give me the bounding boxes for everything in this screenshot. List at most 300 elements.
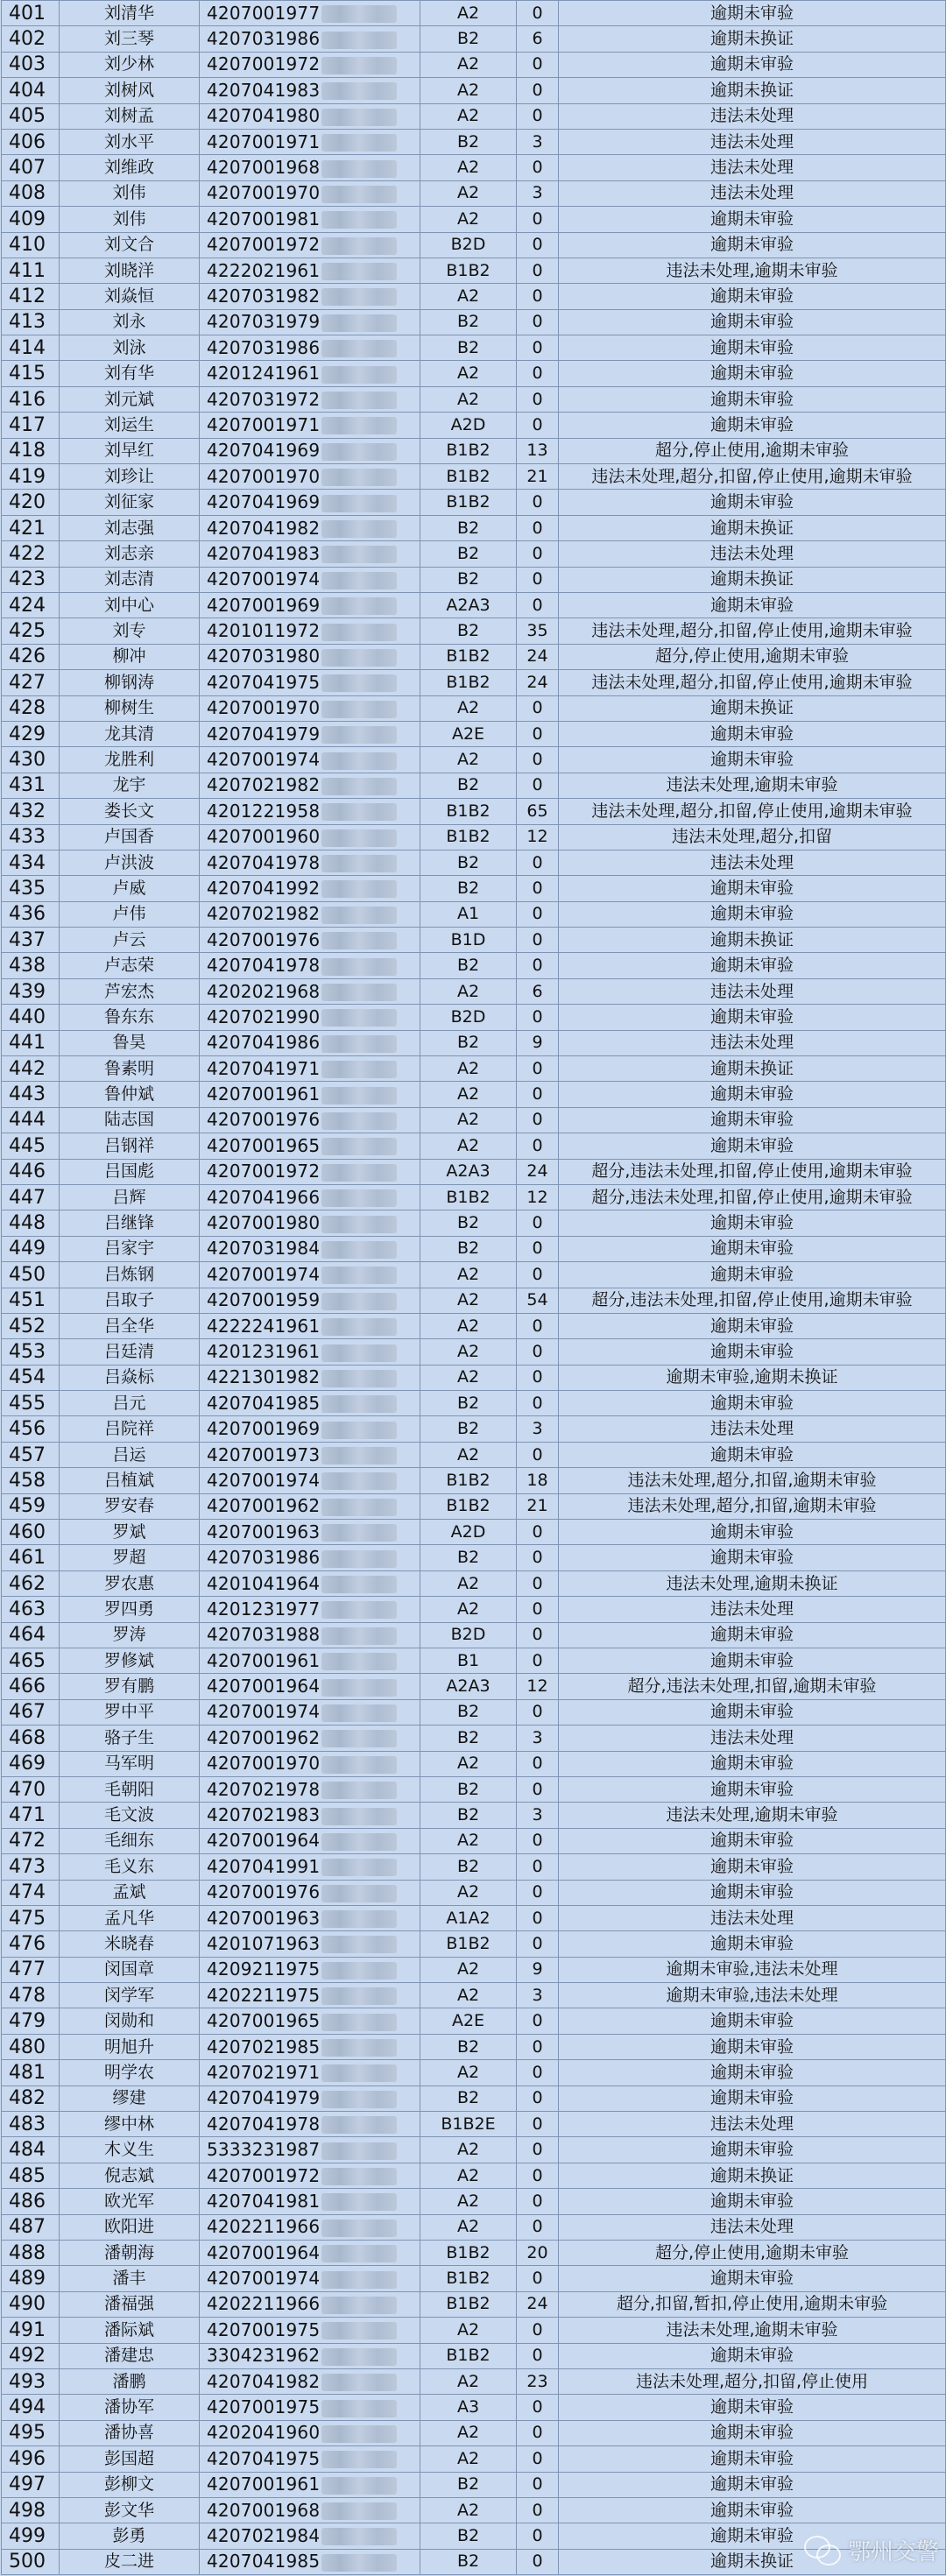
row-number-text: 456 xyxy=(9,1418,46,1441)
row-number xyxy=(2,1365,60,1390)
penalty-points xyxy=(517,567,559,592)
license-status-text: 违法未处理 xyxy=(710,1599,794,1619)
driver-name xyxy=(60,2523,200,2549)
penalty-points-text: 3 xyxy=(532,1985,543,2005)
license-status xyxy=(559,2395,946,2420)
license-status-text: 违法未处理,逾期未审验 xyxy=(666,2319,838,2340)
row-number xyxy=(2,1751,60,1776)
license-class xyxy=(420,1570,517,1596)
license-class-text: B1 xyxy=(456,1650,480,1670)
id-number-text: 4207001974 xyxy=(207,1701,321,1723)
id-number-text: 4207031986 xyxy=(207,336,321,358)
penalty-points xyxy=(517,2163,559,2188)
penalty-points xyxy=(517,1082,559,1107)
driver-name-text: 柳树生 xyxy=(103,698,154,718)
license-class-text: B2 xyxy=(456,852,480,872)
license-class xyxy=(420,155,517,180)
penalty-points-text: 0 xyxy=(532,1831,543,1851)
penalty-points-text: 0 xyxy=(532,2269,543,2289)
row-number xyxy=(2,799,60,824)
license-status xyxy=(559,1520,946,1545)
penalty-points-text: 0 xyxy=(532,904,543,924)
license-class-text: B1B2 xyxy=(446,260,491,280)
license-class-text: A2 xyxy=(456,1444,480,1464)
penalty-points xyxy=(517,1184,559,1210)
penalty-points xyxy=(517,2549,559,2574)
license-status xyxy=(559,1726,946,1751)
license-status-text: 违法未处理,超分,扣留,逾期未审验 xyxy=(627,1496,877,1516)
license-class-text: B2 xyxy=(456,1419,480,1439)
row-number xyxy=(2,2240,60,2265)
penalty-points xyxy=(517,2368,559,2394)
table-row xyxy=(2,1493,946,1519)
row-number xyxy=(2,1107,60,1133)
driver-name xyxy=(60,1545,200,1570)
license-status xyxy=(559,567,946,592)
license-status-text: 违法未处理,逾期未审验 xyxy=(666,260,838,280)
redaction-blur xyxy=(321,2064,397,2082)
driver-name-text: 刘志强 xyxy=(103,518,154,538)
license-class-text: B1D xyxy=(450,929,486,949)
driver-name-text: 毛朝阳 xyxy=(103,1779,154,1799)
license-status xyxy=(559,1597,946,1622)
id-number-text: 4207041982 xyxy=(207,2370,321,2392)
license-class xyxy=(420,335,517,361)
id-number xyxy=(200,876,420,901)
license-status-text: 逾期未审验 xyxy=(710,2346,794,2366)
license-status xyxy=(559,876,946,901)
license-status xyxy=(559,1828,946,1853)
id-number xyxy=(200,490,420,515)
row-number xyxy=(2,1210,60,1236)
penalty-points-text: 0 xyxy=(532,852,543,872)
license-status-text: 逾期未审验 xyxy=(710,1779,794,1799)
penalty-points-text: 0 xyxy=(532,518,543,538)
driver-name xyxy=(60,1674,200,1699)
driver-name-text: 罗超 xyxy=(112,1548,146,1568)
penalty-points-text: 0 xyxy=(532,1908,543,1928)
penalty-points-text: 0 xyxy=(532,1779,543,1799)
id-number xyxy=(200,2008,420,2034)
table-row xyxy=(2,978,946,1004)
table-row xyxy=(2,103,946,129)
driver-name-text: 潘福强 xyxy=(103,2294,154,2314)
table-row xyxy=(2,876,946,901)
row-number-text: 442 xyxy=(9,1057,46,1080)
id-number xyxy=(200,901,420,927)
redaction-blur xyxy=(321,2554,397,2572)
license-class xyxy=(420,1674,517,1699)
license-status xyxy=(559,2034,946,2059)
license-status-text: 逾期未审验 xyxy=(710,1754,794,1774)
id-number-text: 4201241961 xyxy=(207,363,321,385)
row-number xyxy=(2,2214,60,2240)
license-class xyxy=(420,2008,517,2034)
row-number xyxy=(2,52,60,77)
license-status xyxy=(559,2163,946,2188)
license-status-text: 逾期未审验 xyxy=(710,723,794,744)
row-number xyxy=(2,1184,60,1210)
driver-name-text: 刘志清 xyxy=(103,569,154,589)
penalty-points xyxy=(517,1545,559,1570)
id-number-text: 4207041986 xyxy=(207,1032,321,1054)
row-number xyxy=(2,413,60,438)
redaction-blur xyxy=(321,1833,397,1851)
redaction-blur xyxy=(321,109,397,126)
id-number xyxy=(200,1493,420,1519)
license-class-text: B1B2 xyxy=(446,466,491,486)
driver-name-text: 罗斌 xyxy=(112,1521,146,1542)
row-number-text: 479 xyxy=(9,2010,46,2033)
id-number-text: 4207001975 xyxy=(207,2318,321,2340)
penalty-points xyxy=(517,592,559,618)
row-number xyxy=(2,1983,60,2008)
penalty-points-text: 0 xyxy=(532,2525,543,2545)
id-number-text: 4207041978 xyxy=(207,955,321,977)
row-number xyxy=(2,1803,60,1828)
license-status-text: 超分,停止使用,逾期未审验 xyxy=(654,646,850,667)
driver-name xyxy=(60,928,200,953)
penalty-points xyxy=(517,2112,559,2137)
row-number-text: 493 xyxy=(9,2370,46,2393)
license-status-text: 违法未处理,超分,扣留,停止使用,逾期未审验 xyxy=(591,466,913,486)
row-number-text: 417 xyxy=(9,413,46,436)
driver-name xyxy=(60,2549,200,2574)
driver-name xyxy=(60,1262,200,1288)
license-class xyxy=(420,1416,517,1442)
license-status-text: 违法未处理 xyxy=(710,1727,794,1747)
license-status-text: 逾期未审验 xyxy=(710,1342,794,1361)
driver-name xyxy=(60,1597,200,1622)
penalty-points xyxy=(517,103,559,129)
id-number xyxy=(200,2446,420,2472)
id-number xyxy=(200,1313,420,1338)
id-number-text: 4207041969 xyxy=(207,440,321,462)
id-number-text: 4202021968 xyxy=(207,980,321,1002)
id-number xyxy=(200,953,420,978)
penalty-points-text: 0 xyxy=(532,1548,543,1568)
id-number-text: 4201221958 xyxy=(207,800,321,822)
penalty-points-text: 0 xyxy=(532,2474,543,2495)
table-row xyxy=(2,2446,946,2472)
redaction-blur xyxy=(321,1344,397,1362)
penalty-points-text: 0 xyxy=(532,956,543,976)
id-number-text: 4207001964 xyxy=(207,1676,321,1697)
row-number-text: 469 xyxy=(9,1753,46,1775)
license-status-text: 逾期未审验 xyxy=(710,956,794,976)
table-row xyxy=(2,695,946,721)
table-row xyxy=(2,2189,946,2214)
id-number xyxy=(200,2163,420,2188)
license-status-text: 逾期未审验 xyxy=(710,1084,794,1105)
penalty-points-text: 0 xyxy=(532,1264,543,1284)
redaction-blur xyxy=(321,855,397,872)
license-class xyxy=(420,2291,517,2317)
penalty-points-text: 0 xyxy=(532,106,543,126)
license-status-text: 逾期未换证 xyxy=(710,698,794,718)
license-status xyxy=(559,1674,946,1699)
driver-name xyxy=(60,232,200,258)
license-status-text: 逾期未审验 xyxy=(710,1213,794,1233)
driver-name xyxy=(60,1133,200,1159)
redaction-blur xyxy=(321,958,397,976)
license-status-text: 逾期未换证 xyxy=(710,518,794,538)
row-number xyxy=(2,1854,60,1880)
table-row xyxy=(2,1082,946,1107)
driver-name xyxy=(60,1288,200,1313)
license-class-text: B2 xyxy=(456,2525,480,2545)
id-number xyxy=(200,1751,420,1776)
table-row xyxy=(2,361,946,386)
id-number-text: 4201071963 xyxy=(207,1932,321,1954)
license-class xyxy=(420,1854,517,1880)
id-number-text: 4207001969 xyxy=(207,594,321,616)
license-status xyxy=(559,207,946,232)
redaction-blur xyxy=(321,1112,397,1130)
table-row xyxy=(2,2086,946,2111)
driver-name-text: 孟凡华 xyxy=(103,1908,154,1928)
row-number xyxy=(2,26,60,52)
id-number-text: 4207041980 xyxy=(207,105,321,127)
id-number xyxy=(200,850,420,875)
license-class-text: B2 xyxy=(456,2474,480,2495)
driver-name-text: 鲁素明 xyxy=(103,1058,154,1078)
license-class xyxy=(420,695,517,721)
row-number-text: 453 xyxy=(9,1341,46,1363)
license-class-text: A2A3 xyxy=(446,595,491,615)
license-status xyxy=(559,490,946,515)
driver-name-text: 彭文华 xyxy=(103,2500,154,2520)
driver-name xyxy=(60,1726,200,1751)
id-number xyxy=(200,258,420,283)
id-number xyxy=(200,2060,420,2086)
penalty-points-text: 0 xyxy=(532,1573,543,1593)
row-number-text: 477 xyxy=(9,1958,46,1981)
license-class-text: A2 xyxy=(456,1058,480,1078)
driver-name xyxy=(60,207,200,232)
penalty-points-text: 0 xyxy=(532,158,543,178)
license-class xyxy=(420,747,517,773)
row-number xyxy=(2,1391,60,1416)
row-number-text: 448 xyxy=(9,1212,46,1235)
id-number-text: 4207041985 xyxy=(207,2551,321,2572)
license-class xyxy=(420,2446,517,2472)
license-class xyxy=(420,1520,517,1545)
penalty-points-text: 0 xyxy=(532,1856,543,1876)
driver-name-text: 闵勋和 xyxy=(103,2011,154,2031)
license-class-text: A2 xyxy=(456,2371,480,2391)
table-row xyxy=(2,1391,946,1416)
redaction-blur xyxy=(321,2477,397,2495)
license-status xyxy=(559,1,946,26)
license-status xyxy=(559,1236,946,1261)
penalty-points xyxy=(517,2446,559,2472)
driver-name xyxy=(60,1957,200,1982)
license-status xyxy=(559,1751,946,1776)
id-number xyxy=(200,1056,420,1082)
driver-name xyxy=(60,1,200,26)
id-number-text: 4202041960 xyxy=(207,2422,321,2444)
row-number-text: 436 xyxy=(9,903,46,926)
driver-name xyxy=(60,773,200,798)
table-row xyxy=(2,2420,946,2445)
redaction-blur xyxy=(321,2193,397,2211)
penalty-points xyxy=(517,721,559,746)
id-number xyxy=(200,773,420,798)
redaction-blur xyxy=(321,1395,397,1413)
penalty-points xyxy=(517,1159,559,1184)
row-number xyxy=(2,928,60,953)
penalty-points xyxy=(517,1262,559,1288)
license-status-text: 逾期未审验 xyxy=(710,595,794,615)
penalty-points xyxy=(517,1931,559,1957)
driver-name xyxy=(60,2240,200,2265)
license-class-text: A2 xyxy=(456,2165,480,2185)
license-class xyxy=(420,490,517,515)
driver-name xyxy=(60,438,200,463)
redaction-blur xyxy=(321,726,397,744)
redaction-blur xyxy=(321,57,397,74)
penalty-points xyxy=(517,284,559,309)
driver-name xyxy=(60,1803,200,1828)
driver-name-text: 吕植斌 xyxy=(103,1470,154,1490)
id-number-text: 4207001964 xyxy=(207,2241,321,2263)
license-class-text: B1B2 xyxy=(446,1187,491,1207)
table-row xyxy=(2,1674,946,1699)
row-number-text: 411 xyxy=(9,259,46,282)
penalty-points xyxy=(517,1005,559,1030)
redaction-blur xyxy=(321,2142,397,2160)
id-number xyxy=(200,541,420,567)
id-number-text: 4207041983 xyxy=(207,542,321,564)
license-status xyxy=(559,155,946,180)
table-row xyxy=(2,1751,946,1776)
table-row xyxy=(2,2214,946,2240)
redaction-blur xyxy=(321,1756,397,1774)
redaction-blur xyxy=(321,1087,397,1105)
id-number xyxy=(200,2472,420,2497)
license-class xyxy=(420,1107,517,1133)
id-number-text: 4207041966 xyxy=(207,1186,321,1208)
license-class xyxy=(420,2395,517,2420)
redaction-blur xyxy=(321,392,397,409)
license-class-text: B2 xyxy=(456,1239,480,1259)
license-status-text: 违法未处理,逾期未审验 xyxy=(666,1805,838,1825)
table-row xyxy=(2,541,946,567)
license-class-text: A2 xyxy=(456,1754,480,1774)
license-class xyxy=(420,464,517,490)
license-class xyxy=(420,2318,517,2343)
row-number xyxy=(2,2395,60,2420)
license-class-text: B1B2 xyxy=(446,441,491,461)
driver-name xyxy=(60,309,200,335)
license-status-text: 逾期未审验 xyxy=(710,337,794,357)
license-status xyxy=(559,2523,946,2549)
penalty-points-text: 0 xyxy=(532,2500,543,2520)
license-class-text: B1B2 xyxy=(446,672,491,692)
table-row xyxy=(2,2343,946,2368)
id-number xyxy=(200,1622,420,1648)
row-number-text: 485 xyxy=(9,2164,46,2187)
row-number-text: 437 xyxy=(9,928,46,951)
id-number-text: 4207041969 xyxy=(207,491,321,513)
license-status-text: 违法未处理 xyxy=(710,1908,794,1928)
table-row xyxy=(2,928,946,953)
license-status-text: 违法未处理 xyxy=(710,1419,794,1439)
penalty-points xyxy=(517,361,559,386)
penalty-points-text: 0 xyxy=(532,543,543,563)
penalty-points xyxy=(517,1210,559,1236)
license-class-text: A2 xyxy=(456,2423,480,2443)
license-class xyxy=(420,901,517,927)
id-number-text: 5333231987 xyxy=(207,2139,321,2161)
license-class-text: A2 xyxy=(456,2140,480,2160)
license-status xyxy=(559,1313,946,1338)
row-number-text: 474 xyxy=(9,1881,46,1904)
penalty-points-text: 0 xyxy=(532,1239,543,1259)
id-number-text: 4222021961 xyxy=(207,259,321,281)
id-number xyxy=(200,1416,420,1442)
row-number xyxy=(2,2163,60,2188)
license-status-text: 逾期未审验 xyxy=(710,492,794,512)
license-class xyxy=(420,129,517,154)
penalty-points-text: 0 xyxy=(532,2397,543,2417)
penalty-points-text: 23 xyxy=(526,2371,548,2391)
id-number xyxy=(200,644,420,669)
id-number xyxy=(200,26,420,52)
table-row xyxy=(2,1776,946,1802)
table-row xyxy=(2,1803,946,1828)
license-status xyxy=(559,541,946,567)
license-class xyxy=(420,2266,517,2291)
penalty-points xyxy=(517,1030,559,1055)
penalty-points xyxy=(517,1288,559,1313)
penalty-points-text: 0 xyxy=(532,2423,543,2443)
row-number xyxy=(2,1674,60,1699)
license-status-text: 违法未处理 xyxy=(710,981,794,1001)
driver-name-text: 刘专 xyxy=(112,621,146,641)
license-class-text: A2D xyxy=(450,414,486,434)
penalty-points xyxy=(517,1776,559,1802)
row-number-text: 404 xyxy=(9,79,46,102)
penalty-points-text: 0 xyxy=(532,2036,543,2057)
row-number xyxy=(2,180,60,206)
redaction-blur xyxy=(321,2271,397,2289)
row-number xyxy=(2,1699,60,1725)
penalty-points-text: 3 xyxy=(532,131,543,152)
row-number xyxy=(2,464,60,490)
license-class-text: A2A3 xyxy=(446,1161,491,1182)
driver-name xyxy=(60,592,200,618)
penalty-points-text: 3 xyxy=(532,183,543,203)
license-status-text: 逾期未换证 xyxy=(710,29,794,49)
id-number-text: 4207001970 xyxy=(207,1753,321,1775)
license-status xyxy=(559,2189,946,2214)
row-number-text: 410 xyxy=(9,234,46,257)
row-number xyxy=(2,2086,60,2111)
row-number-text: 497 xyxy=(9,2474,46,2496)
license-status-text: 违法未处理,超分,扣留,停止使用,逾期未审验 xyxy=(591,621,913,641)
license-status xyxy=(559,1005,946,1030)
table-row xyxy=(2,309,946,335)
license-class-text: A2 xyxy=(456,363,480,384)
row-number-text: 412 xyxy=(9,285,46,307)
penalty-points xyxy=(517,1236,559,1261)
row-number xyxy=(2,2472,60,2497)
id-number xyxy=(200,978,420,1004)
table-row xyxy=(2,2395,946,2420)
table-row xyxy=(2,1597,946,1622)
